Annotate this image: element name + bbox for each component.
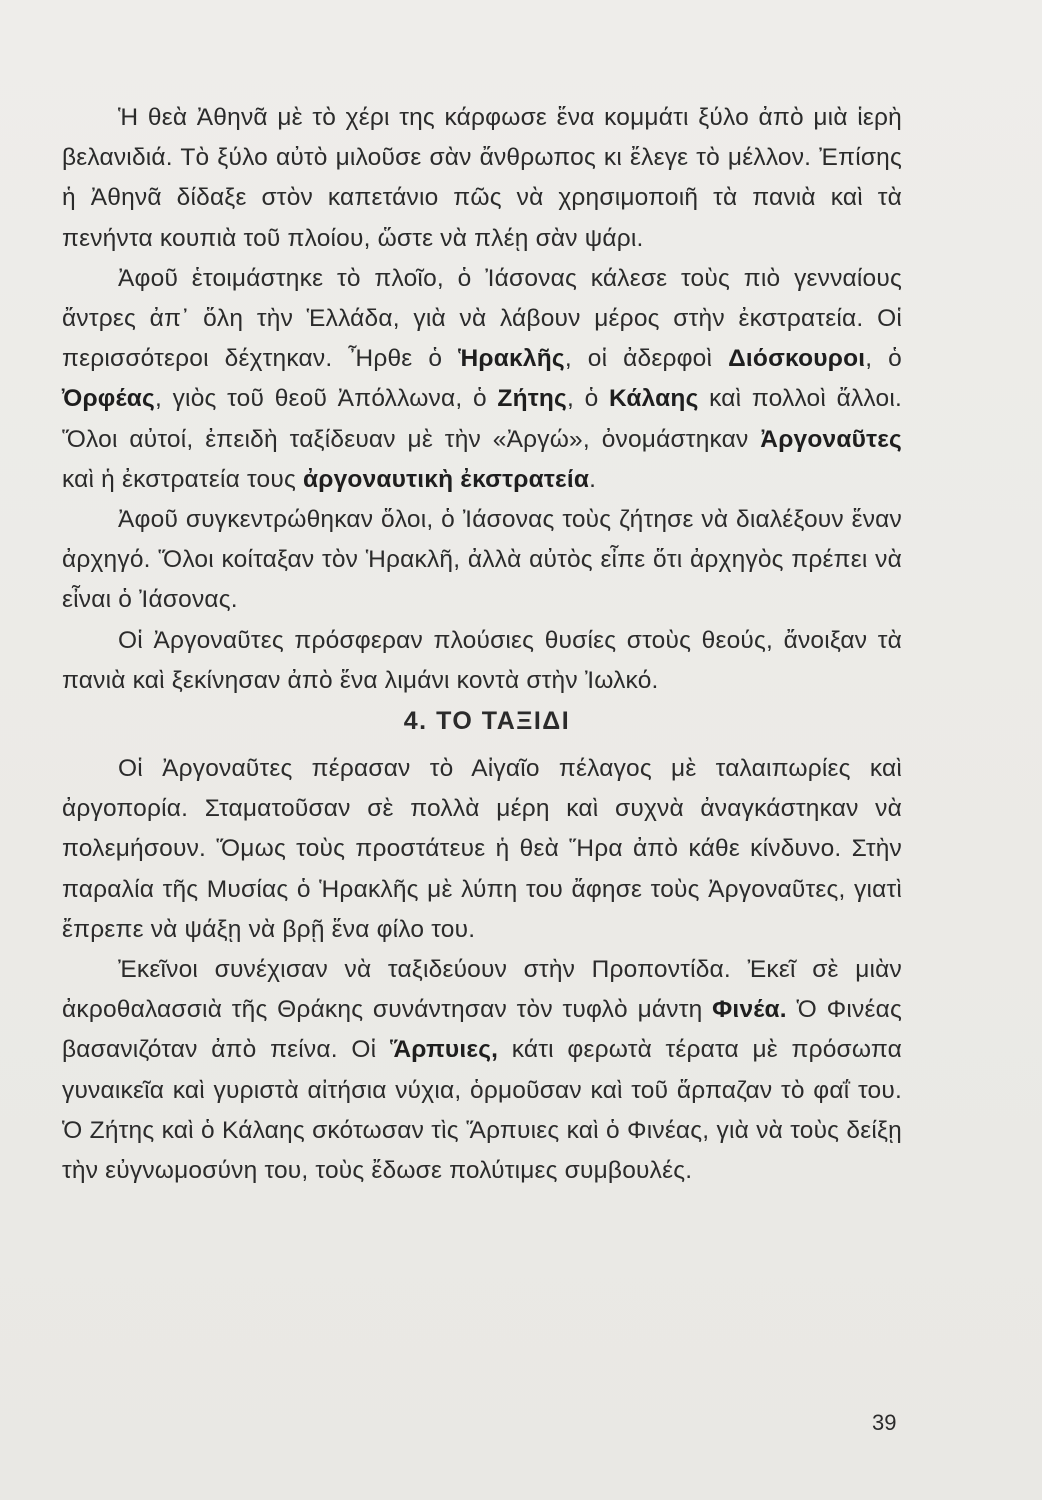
text-run: Οἱ Ἀργοναῦτες πέρασαν τὸ Αἰγαῖο πέλαγος μὲ ταλαιπωρίες καὶ ἀργοπορία. Σταματοῦσαν σὲ πολλὰ μέρη καὶ συχνὰ ἀναγκάστηκαν νὰ πολεμήσουν. Ὅμως τοὺς προστάτευε ἡ θεὰ Ἥρα ἀπὸ κάθε κίνδυνο. Στὴν παραλία τῆς Μυσίας ὁ Ἡρακλῆς μὲ λύπη του ἄφησε τοὺς Ἀργοναῦτες, γιατὶ ἔπρεπε νὰ ψάξῃ νὰ βρῇ ἕνα φίλο του. [62, 755, 902, 943]
paragraph [62, 749, 902, 950]
text-run: καὶ ἡ ἐκστρατεία τους [62, 465, 303, 493]
paragraphs-after-heading [62, 749, 902, 1191]
text-run: Ὁ Φινέας βασανιζόταν ἀπὸ πείνα. Οἱ [62, 996, 902, 1064]
text-run: , γιὸς τοῦ θεοῦ Ἀπόλλωνα, ὁ [155, 385, 498, 413]
text-run: Ἡ θεὰ Ἀθηνᾶ μὲ τὸ χέρι της κάρφωσε ἕνα κομμάτι ξύλο ἀπὸ μιὰ ἱερὴ βελανιδιά. Τὸ ξύλο αὐτὸ μιλοῦσε σὰν ἄνθρωπος κι ἔλεγε τὸ μέλλον. Ἐπίσης ἡ Ἀθηνᾶ δίδαξε στὸν καπετάνιο πῶς νὰ χρησιμοποιῆ τὰ πανιὰ καὶ τὰ πενήντα κουπιὰ τοῦ πλοίου, ὥστε νὰ πλέῃ σὰν ψάρι. [62, 104, 902, 252]
paragraph [62, 500, 902, 621]
text-run: καὶ πολλοὶ ἄλλοι. Ὅλοι αὐτοί, ἐπειδὴ ταξίδευαν μὲ τὴν «Ἀργώ», ὀνομάστηκαν [62, 385, 902, 453]
text-run: Ἐκεῖνοι συνέχισαν νὰ ταξιδεύουν στὴν Προποντίδα. Ἐκεῖ σὲ μιὰν ἀκροθαλασσιὰ τῆς Θράκης συνάντησαν τὸν τυφλὸ μάντη [62, 956, 902, 1024]
bold-term: Ἡρακλῆς [458, 345, 565, 373]
bold-term: Κάλαης [609, 385, 699, 413]
text-run: , οἱ ἀδερφοὶ [564, 345, 729, 373]
paragraph [62, 259, 902, 500]
bold-term: ἀργοναυτικὴ ἐκστρατεία [302, 465, 590, 493]
bold-term: Ζήτης [497, 385, 567, 413]
body-text [62, 98, 902, 1191]
paragraph [62, 621, 902, 701]
text-run: . [589, 465, 597, 493]
paragraph [62, 950, 902, 1191]
text-run: Οἱ Ἀργοναῦτες πρόσφεραν πλούσιες θυσίες στοὺς θεούς, ἄνοιξαν τὰ πανιὰ καὶ ξεκίνησαν ἀπὸ ἕνα λιμάνι κοντὰ στὴν Ἰωλκό. [62, 626, 902, 694]
text-run: , ὁ [865, 345, 903, 373]
text-run: , ὁ [566, 385, 610, 413]
bold-term: Φινέα. [712, 996, 787, 1024]
text-run: Ἀφοῦ συγκεντρώθηκαν ὅλοι, ὁ Ἰάσονας τοὺς ζήτησε νὰ διαλέξουν ἕναν ἀρχηγό. Ὅλοι κοίταξαν τὸν Ἡρακλῆ, ἀλλὰ αὐτὸς εἶπε ὅτι ἀρχηγὸς πρέπει νὰ εἶναι ὁ Ἰάσονας. [62, 506, 902, 614]
bold-term: Ἅρπυιες, [389, 1036, 499, 1064]
paragraph [62, 98, 902, 259]
bold-term: Ἀργοναῦτες [760, 425, 902, 453]
bold-term: Ὀρφέας [62, 385, 155, 413]
paragraphs-before-heading [62, 98, 902, 701]
page-number: 39 [872, 1410, 897, 1435]
bold-term: Διόσκουροι [728, 345, 866, 373]
text-run: Ἀφοῦ ἑτοιμάστηκε τὸ πλοῖο, ὁ Ἰάσονας κάλεσε τοὺς πιὸ γενναίους ἄντρες ἀπ᾽ ὅλη τὴν Ἑλλάδα, γιὰ νὰ λάβουν μέρος στὴν ἐκστρατεία. Οἱ περισσότεροι δέχτηκαν. Ἦρθε ὁ [62, 264, 902, 373]
section-heading: 4. ΤΟ ΤΑΞΙΔΙ [403, 707, 571, 736]
text-run: κάτι φερωτὰ τέρατα μὲ πρόσωπα γυναικεῖα καὶ γυριστὰ αἰτήσια νύχια, ὁρμοῦσαν καὶ τοῦ ἅρπαζαν τὸ φαΐ του. Ὁ Ζήτης καὶ ὁ Κάλαης σκότωσαν τὶς Ἅρπυιες καὶ ὁ Φινέας, γιὰ νὰ τοὺς δείξῃ τὴν εὐγνωμοσύνη του, τοὺς ἔδωσε πολύτιμες συμβουλές. [62, 1036, 902, 1185]
